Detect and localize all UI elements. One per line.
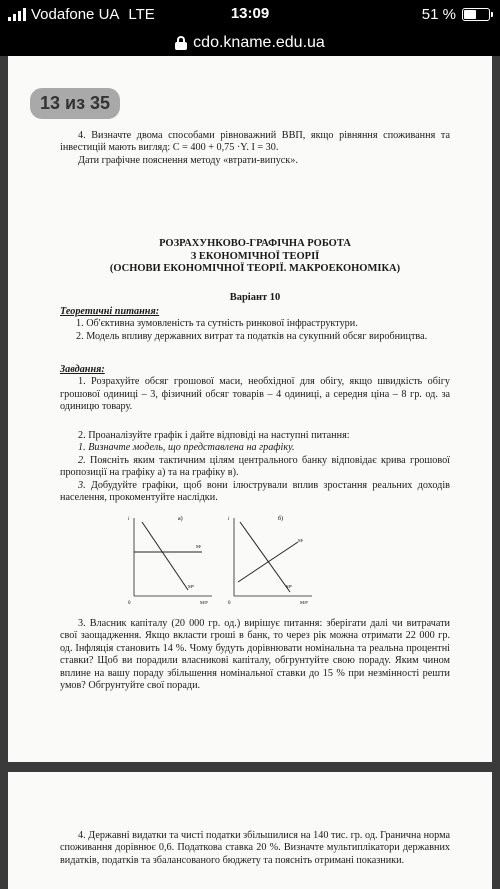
task-3 <box>60 618 450 692</box>
chart-a-md-curve <box>142 522 188 590</box>
chart-b-svg <box>226 512 318 608</box>
battery-level <box>464 10 476 19</box>
chart-a <box>126 512 218 608</box>
theory-item-2: 2. Модель впливу державних витрат та податків на сукупний обсяг виробництва. <box>76 330 428 342</box>
battery-icon <box>462 8 490 21</box>
page-indicator: 13 из 35 <box>30 88 120 119</box>
task-2-intro: 2. Проаналізуйте графік і дайте відповіді на наступні питання: <box>78 430 350 441</box>
tasks-heading: Завдання: <box>60 364 105 375</box>
top-task-note: Дати графічне пояснення методу «втрати-випуск». <box>78 154 298 166</box>
document-page <box>8 56 492 762</box>
chart-a-ms-label: Mˢ <box>196 544 201 549</box>
money-market-charts <box>126 512 326 608</box>
task-2-q3 <box>60 480 450 505</box>
task-4-text: 4. Державні видатки та чисті податки збільшилися на 140 тис. гр. од. Гранична норма споживання дорівнює 0,6. Податкова ставка 20 %. Визначте мультиплікатори державних видатків, податків та збалансованого бюджету та поясніть отримані показники. <box>60 830 450 866</box>
chart-b-md-label: Mᴰ <box>286 584 292 589</box>
top-task <box>60 130 450 167</box>
theory-heading: Теоретичні питання: <box>60 306 160 317</box>
task-3-text: 3. Власник капіталу (20 000 гр. од.) вирішує питання: зберігати далі чи витрачати свої заощадження. Якщо вкласти гроші в банк, то через рік можна отримати 22 000 гр. од. Інфляція становить 14 %. Чому будуть дорівнювати номінальна та реальна процентні ставки? Щоб ви порадили власникові капіталу, обгрунтуйте свою пораду. Яким чином вплине на вашу пораду збільшення номінальної ставки до 15 % при незмінності решти умов? Обгрунтуйте свої поради. <box>60 618 450 692</box>
task-2-q2-text: Поясніть яким тактичним цілям центрального банку відповідає крива грошової пропозиції на графіку а) та на графіку в). <box>60 454 450 479</box>
theory-section <box>60 306 450 343</box>
chart-b-origin: 0 <box>228 601 231 606</box>
clock: 13:09 <box>230 5 270 22</box>
chart-a-y-label: i <box>128 517 130 522</box>
carrier-name: Vodafone UA <box>31 6 120 23</box>
task-2-q3-num: 3. <box>78 479 86 491</box>
chart-a-md-label: Mᴰ <box>188 584 194 589</box>
chart-b-label: б) <box>278 516 284 522</box>
chart-b-y-label: i <box>228 517 230 522</box>
chart-a-svg <box>126 512 218 608</box>
task-2-q1 <box>60 442 450 454</box>
chart-a-x-label: M/P <box>200 600 208 605</box>
chart-b-md-curve <box>240 522 290 592</box>
task-2-q3-text: Добудуйте графіки, щоб вони ілюстрували вплив зростання реальних доходів населення, прокоментуйте наслідки. <box>60 479 450 504</box>
status-bar <box>0 0 500 30</box>
chart-b-x-label: M/P <box>300 600 308 605</box>
network-type: LTE <box>128 6 155 23</box>
task-4 <box>60 830 450 867</box>
chart-a-origin: 0 <box>128 601 131 606</box>
document-viewer[interactable] <box>0 56 500 889</box>
task-2-q2 <box>60 455 450 480</box>
theory-item-1: 1. Об'єктивна зумовленість та сутність ринкової інфраструктури. <box>76 318 358 330</box>
task-1: 1. Розрахуйте обсяг грошової маси, необхідної для обігу, якщо швидкість обігу грошової одиниці – 3, фізичний обсяг товарів – 4 одиниці, а середня ціна – 8 гр. од. за одиницю товару. <box>60 376 450 413</box>
title-line-1: РОЗРАХУНКОВО-ГРАФІЧНА РОБОТА <box>159 238 351 249</box>
status-right <box>422 6 490 23</box>
variant-heading <box>60 292 450 305</box>
chart-b <box>226 512 318 608</box>
url-text[interactable]: cdo.kname.edu.ua <box>193 34 325 51</box>
title-line-3: (ОСНОВИ ЕКОНОМІЧНОЇ ТЕОРІЇ. МАКРОЕКОНОМІКА) <box>109 263 401 275</box>
battery-percent: 51 % <box>421 6 456 23</box>
task-2 <box>60 430 450 504</box>
title-line-2: З ЕКОНОМІЧНОЇ ТЕОРІЇ <box>190 250 320 262</box>
chart-a-label: а) <box>178 516 183 522</box>
task-2-q1-text: 1. Визначте модель, що представлена на графіку. <box>78 442 295 454</box>
task-2-q2-num: 2. <box>78 454 86 466</box>
document-page <box>8 772 492 889</box>
address-bar[interactable] <box>0 30 500 56</box>
lock-icon <box>175 36 187 50</box>
top-task-text: 4. Визначте двома способами рівноважний ВВП, якщо рівняння споживання та інвестицій мають вигляд: C = 400 + 0,75 ·Y. I = 30. <box>60 130 450 154</box>
chart-b-ms-label: Mˢ <box>298 538 303 543</box>
work-title <box>60 238 450 276</box>
variant-text: Варіант 10 <box>229 292 281 303</box>
tasks-section <box>60 364 450 414</box>
